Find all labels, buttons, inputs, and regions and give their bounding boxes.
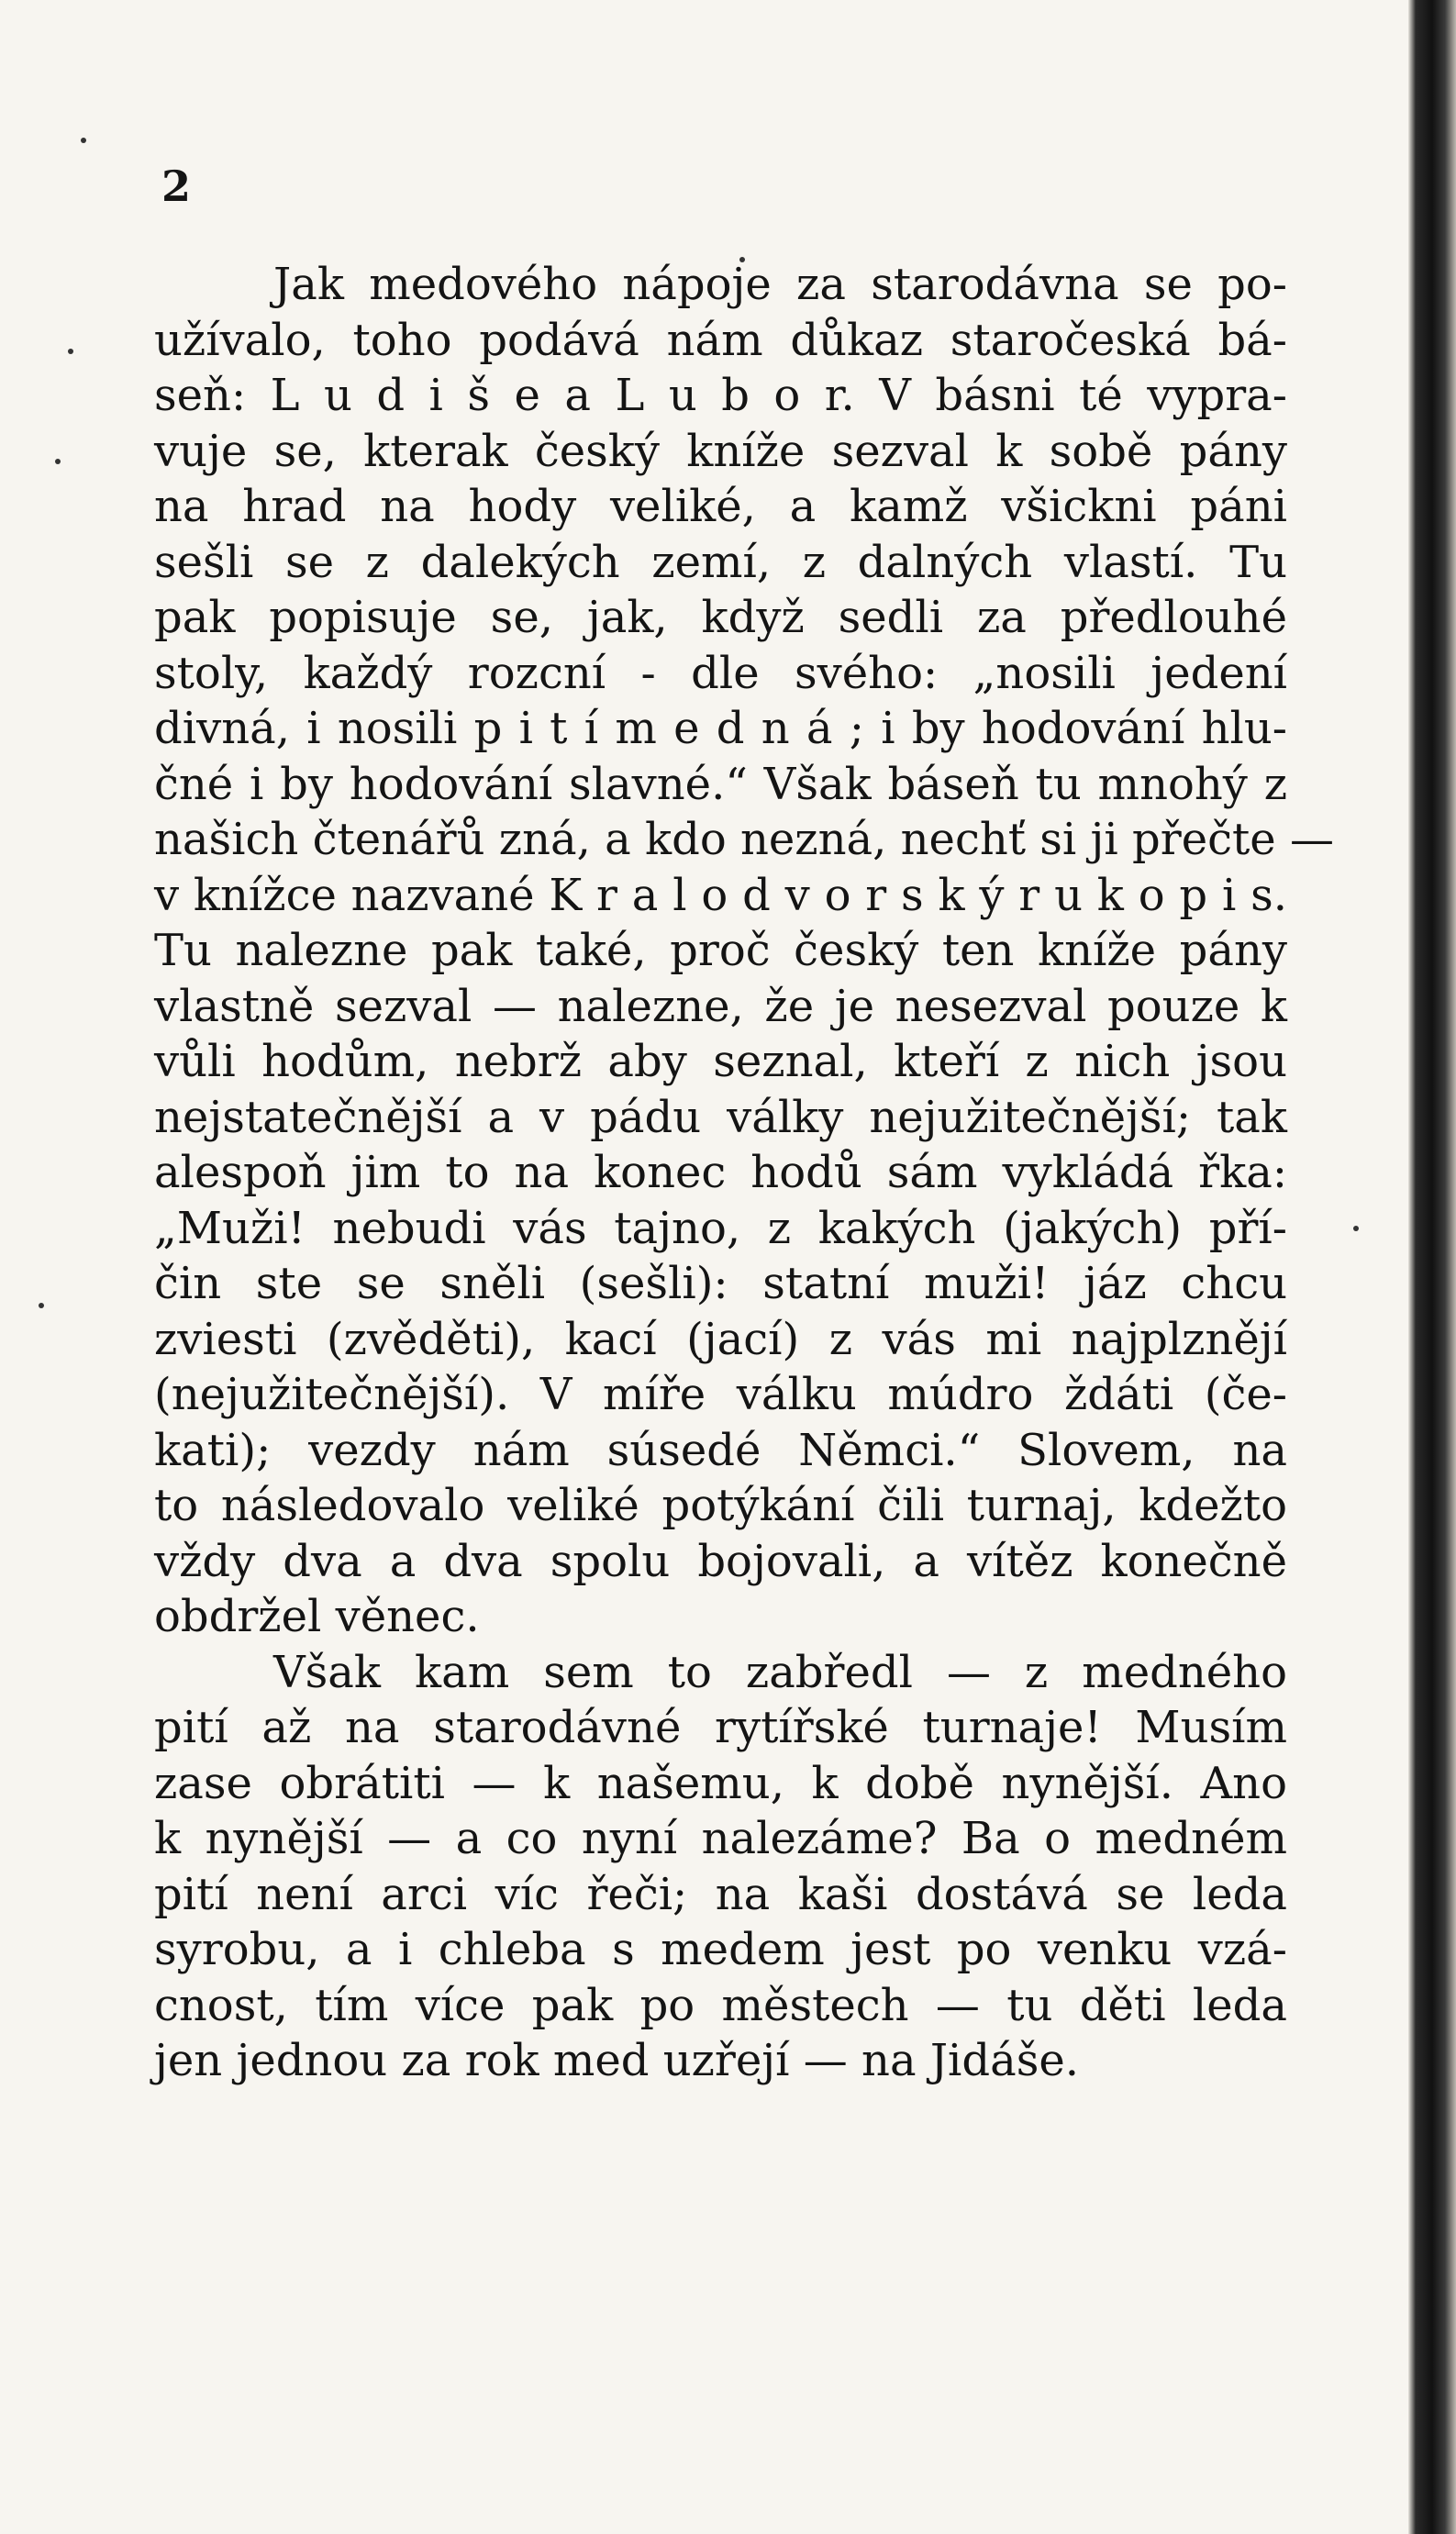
text-line: vůli hodům, nebrž aby seznal, kteří z nich jsou: [154, 1036, 1287, 1087]
text-line: to následovalo veliké potýkání čili turnaj, kdežto: [154, 1480, 1287, 1531]
text-line: k nynější — a co nyní nalezáme? Ba o medném: [154, 1813, 1287, 1864]
page-edge-shadow: [1408, 0, 1456, 2534]
text-line: užívalo, toho podává nám důkaz staročeská bá-: [154, 314, 1287, 366]
page-number: 2: [161, 161, 192, 211]
text-line: alespoň jim to na konec hodů sám vykládá řka:: [154, 1147, 1287, 1198]
text-line: sešli se z dalekých zemí, z dalných vlastí. Tu: [154, 536, 1287, 588]
text-line: vuje se, kterak český kníže sezval k sobě pány: [154, 425, 1287, 477]
text-line: čin ste se sněli (sešli): statní muži! jáz chcu: [154, 1258, 1287, 1309]
text-line: „Muži! nebudi vás tajno, z kakých (jakých) pří-: [154, 1202, 1287, 1254]
text-line: vlastně sezval — nalezne, že je nesezval pouze k: [154, 980, 1287, 1032]
body-text: [154, 257, 1334, 2089]
text-line: v knížce nazvané K r a l o d v o r s k ý r u k o p i s.: [154, 869, 1287, 921]
text-line: seň: L u d i š e a L u b o r. V básni té vypra-: [154, 370, 1287, 421]
ink-speck: [68, 349, 73, 354]
text-line: (nejužitečnější). V míře válku múdro ždáti (če-: [154, 1369, 1287, 1420]
text-line: čné i by hodování slavné.“ Však báseň tu mnohý z: [154, 758, 1287, 810]
text-line: jen jednou za rok med uzřejí — na Jidáše.: [154, 2035, 1080, 2086]
text-line: vždy dva a dva spolu bojovali, a vítěz konečně: [154, 1535, 1287, 1587]
paragraph-2: [154, 1645, 1287, 2089]
text-line: zase obrátiti — k našemu, k době nynější. Ano: [154, 1757, 1287, 1809]
text-line: pití není arci víc řeči; na kaši dostává se leda: [154, 1868, 1287, 1920]
paragraph-1: [154, 257, 1334, 1645]
text-line: pití až na starodávné rytířské turnaje! Musím: [154, 1702, 1287, 1753]
text-line: divná, i nosili p i t í m e d n á ; i by hodování hlu-: [154, 703, 1287, 754]
text-line: nejstatečnější a v pádu války nejužitečnější; tak: [154, 1091, 1287, 1143]
ink-speck: [81, 138, 86, 143]
text-line: obdržel věnec.: [154, 1591, 480, 1642]
text-line: Však kam sem to zabředl — z medného: [273, 1646, 1287, 1698]
text-line: cnost, tím více pak po městech — tu děti leda: [154, 1979, 1287, 2031]
text-line: stoly, každý rozcní - dle svého: „nosili jedení: [154, 647, 1287, 699]
text-line: pak popisuje se, jak, když sedli za předlouhé: [154, 592, 1287, 643]
ink-speck: [39, 1303, 44, 1308]
text-line: na hrad na hody veliké, a kamž všickni páni: [154, 481, 1287, 532]
ink-speck: [1353, 1226, 1359, 1231]
text-line: kati); vezdy nám súsedé Němci.“ Slovem, na: [154, 1424, 1287, 1476]
text-line: našich čtenářů zná, a kdo nezná, nechť si ji přečte —: [154, 814, 1334, 865]
text-line: syrobu, a i chleba s medem jest po venku vzá-: [154, 1924, 1287, 1975]
ink-speck: [55, 459, 61, 464]
text-line: Tu nalezne pak také, proč český ten kníže pány: [154, 925, 1287, 976]
text-line: Jak medového nápoje za starodávna se po-: [273, 259, 1287, 310]
text-line: zviesti (zvěděti), kací (jací) z vás mi najplznějí: [154, 1313, 1287, 1365]
